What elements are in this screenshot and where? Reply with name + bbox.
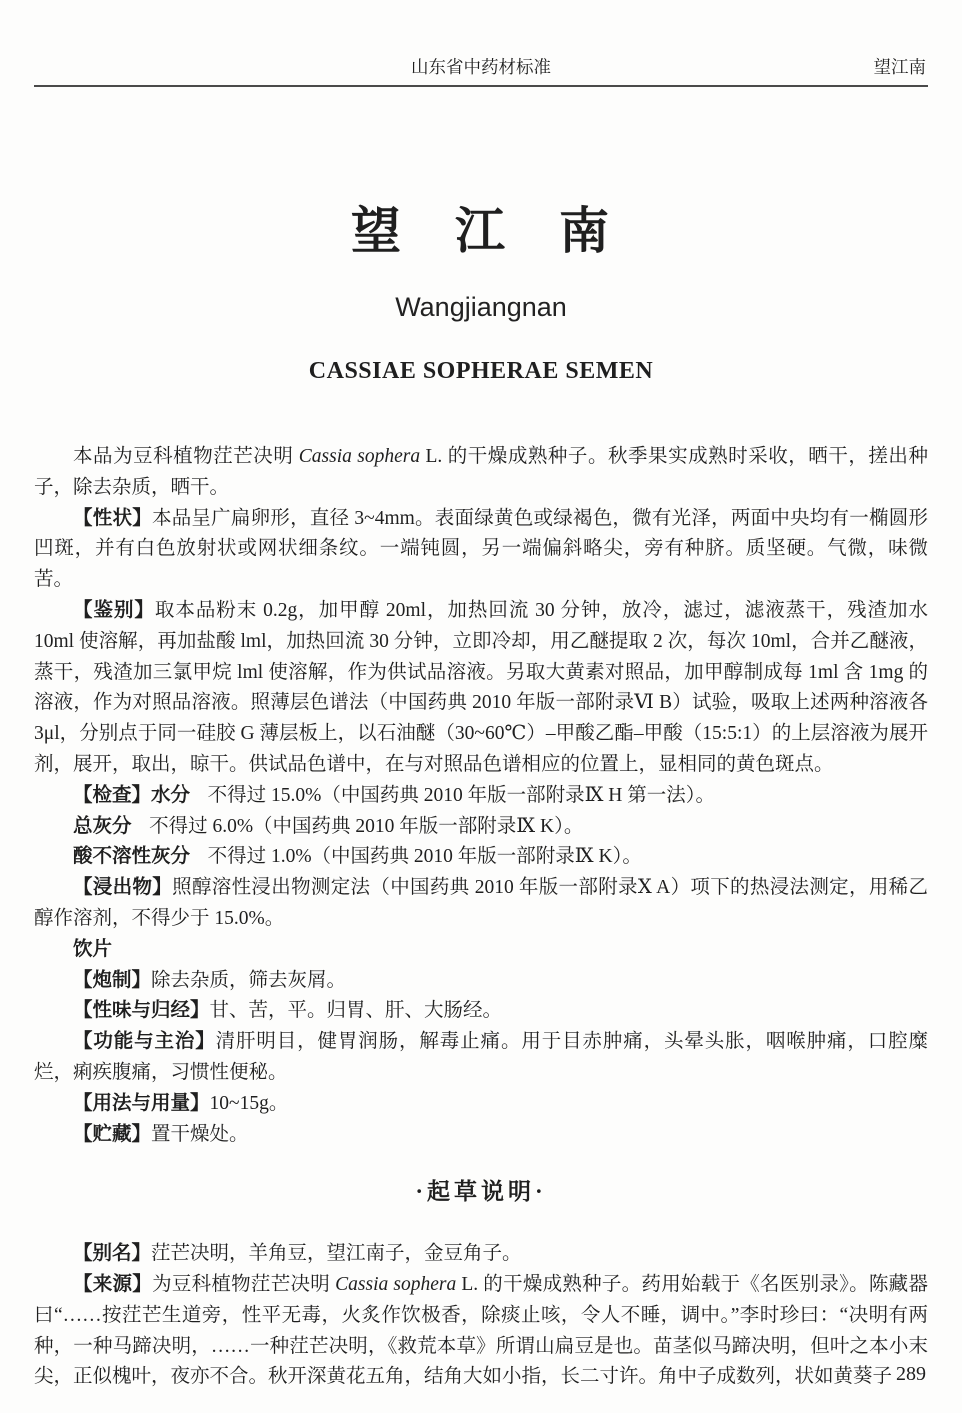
section-jianbie	[34, 596, 928, 781]
section-label-jianbie: 【鉴别】	[73, 599, 155, 621]
section-text-zhucang: 置干燥处。	[151, 1123, 249, 1145]
section-zhucang	[34, 1120, 928, 1151]
latin-binomial: Cassia sophera	[298, 446, 421, 467]
section-label-yongfa: 【用法与用量】	[73, 1092, 210, 1114]
header-monograph-name: 望江南	[873, 57, 926, 77]
section-label-gongneng: 【功能与主治】	[73, 1031, 216, 1053]
monograph-title-cn: 望 江 南	[351, 203, 611, 259]
sub-label-zonghuifen: 总灰分	[73, 815, 132, 837]
section-label-jiancha: 【检查】	[73, 784, 152, 806]
intro-text-pre: 本品为豆科植物茳芒决明	[73, 446, 299, 467]
section-jinchuwu	[34, 873, 928, 935]
section-suanhuifen	[34, 842, 928, 873]
section-gongneng	[34, 1027, 928, 1089]
sub-label-suanhuifen: 酸不溶性灰分	[73, 846, 191, 868]
section-label-laiyuan: 【来源】	[73, 1273, 153, 1295]
section-bieming	[34, 1239, 928, 1270]
section-xingwei	[34, 996, 928, 1027]
section-text-xingzhuang: 本品呈广扁卵形，直径 3~4mm。表面绿黄色或绿褐色，微有光泽，两面中央均有一椭圆形凹斑，并有白色放射状或网状细条纹。一端钝圆，另一端偏斜略尖，旁有种脐。质坚硬。气微，味微苦。	[34, 507, 928, 591]
monograph-body	[34, 442, 928, 1393]
section-text-jiancha: 不得过 15.0%（中国药典 2010 年版一部附录Ⅸ H 第一法）。	[207, 784, 715, 806]
section-yongfa	[34, 1089, 928, 1120]
page-number: 289	[896, 1363, 926, 1385]
section-label-paozhi: 【炮制】	[73, 969, 152, 991]
section-paozhi	[34, 966, 928, 997]
section-text-gongneng: 清肝明目，健胃润肠，解毒止痛。用于目赤肿痛，头晕头胀，咽喉肿痛，口腔糜烂，痢疾腹痛，习惯性便秘。	[34, 1031, 928, 1083]
section-text-jianbie: 取本品粉末 0.2g，加甲醇 20ml，加热回流 30 分钟，放冷，滤过，滤液蒸干，残渣加水10ml 使溶解，再加盐酸 lml，加热回流 30 分钟，立即冷却，用乙醚提取 2 次，每次 10ml，合并乙醚液，蒸干，残渣加三氯甲烷 lml 使溶解，作为供试品溶液。另取大黄素对照品，加甲醇制成每 1ml 含 1mg 的溶液，作为对照品溶液。照薄层色谱法（中国药典 2010 年版一部附录Ⅵ B）试验，吸取上述两种溶液各 3μl，分别点于同一硅胶 G 薄层板上，以石油醚（30~60℃）–甲酸乙酯–甲酸（15:5:1）的上层溶液为展开剂，展开，取出，晾干。供试品色谱中，在与对照品色谱相应的位置上，显相同的黄色斑点。	[34, 599, 928, 775]
section-label-bieming: 【别名】	[73, 1243, 152, 1265]
section-laiyuan	[34, 1270, 928, 1393]
section-text-xingwei: 甘、苦，平。归胃、肝、大肠经。	[209, 1000, 503, 1022]
draft-notes-heading: ·起草说明·	[415, 1179, 547, 1205]
intro-paragraph	[34, 442, 928, 504]
section-text-bieming: 茳芒决明，羊角豆，望江南子，金豆角子。	[151, 1243, 522, 1265]
section-xingzhuang	[34, 504, 928, 596]
section-text-suanhuifen: 不得过 1.0%（中国药典 2010 年版一部附录Ⅸ K）。	[207, 846, 642, 868]
section-label-yinpian: 饮片	[73, 938, 113, 960]
section-yinpian	[34, 935, 928, 966]
section-text-zonghuifen: 不得过 6.0%（中国药典 2010 年版一部附录Ⅸ K）。	[149, 815, 584, 837]
laiyuan-text-post: 的干燥成熟种子。药用始载于《名医别录》。陈藏器曰“……按茳芒生道旁，性平无毒，火炙作饮极香，除痰止咳，令人不睡，调中。”李时珍曰：“决明有两种，一种马蹄决明，……一种茳芒决明，《救荒本草》所谓山扁豆是也。苗茎似马蹄决明，但叶之本小末尖，正似槐叶，夜亦不合。秋开深黄花五角，结角大如小指，长二寸许。角中子成数列，状如黄葵子	[34, 1273, 928, 1388]
section-text-yongfa: 10~15g。	[209, 1092, 289, 1114]
laiyuan-latin-suffix: L.	[456, 1273, 484, 1295]
section-text-paozhi: 除去杂质，筛去灰屑。	[151, 969, 347, 991]
section-jiancha	[34, 781, 928, 812]
section-text-jinchuwu: 照醇溶性浸出物测定法（中国药典 2010 年版一部附录Ⅹ A）项下的热浸法测定，用稀乙醇作溶剂，不得少于 15.0%。	[34, 877, 928, 929]
laiyuan-text-pre: 为豆科植物茳芒决明	[152, 1273, 336, 1295]
section-zonghuifen	[34, 812, 928, 843]
running-header	[34, 54, 928, 78]
monograph-title-latin: CASSIAE SOPHERAE SEMEN	[308, 358, 654, 384]
section-label-zhucang: 【贮藏】	[73, 1123, 152, 1145]
section-label-jinchuwu: 【浸出物】	[73, 877, 173, 899]
section-label-xingzhuang: 【性状】	[73, 507, 152, 529]
section-label-xingwei: 【性味与归经】	[73, 1000, 210, 1022]
monograph-title-pinyin: Wangjiangnan	[395, 292, 567, 322]
header-book-title: 山东省中药材标准	[411, 57, 551, 77]
latin-binomial: Cassia sophera	[335, 1273, 457, 1295]
intro-text-post: 的干燥成熟种子。秋季果实成熟时采收，晒干，搓出种子，除去杂质，晒干。	[34, 446, 928, 498]
sub-label-shuifen: 水分	[151, 784, 191, 806]
intro-latin-suffix: L.	[420, 446, 448, 467]
header-rule	[34, 85, 928, 87]
